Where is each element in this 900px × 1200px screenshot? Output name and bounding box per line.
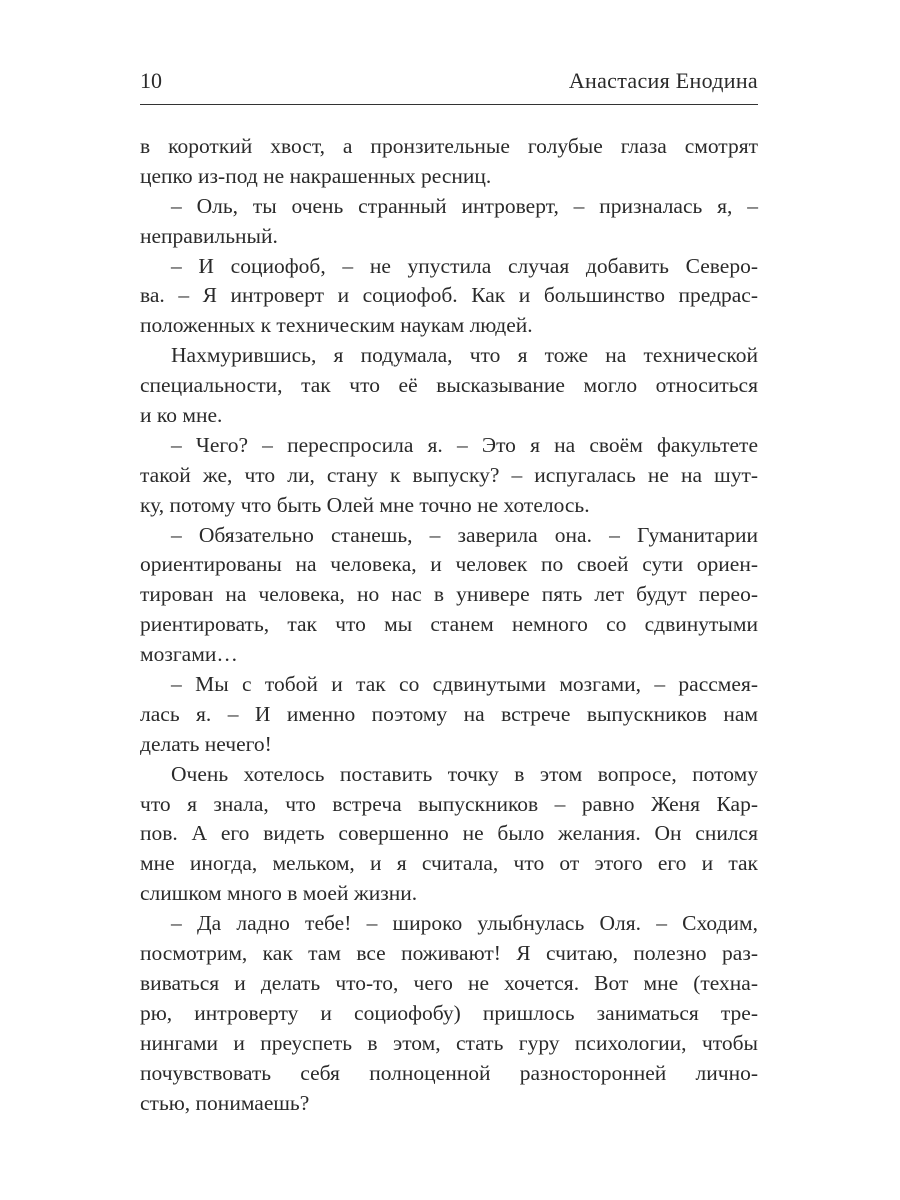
text-line: и ко мне. bbox=[140, 403, 223, 428]
paragraph bbox=[140, 252, 758, 342]
text-line: – Обязательно станешь, – заверила она. – Гуманитарии bbox=[171, 522, 758, 547]
text-line: мозгами… bbox=[140, 642, 238, 667]
text-line: – Да ладно тебе! – широко улыбнулась Оля. – Сходим, bbox=[171, 911, 758, 936]
text-line: мне иногда, мельком, и я считала, что от этого его и так bbox=[140, 851, 758, 876]
text-line: почувствовать себя полноценной разносторонней лично- bbox=[140, 1060, 758, 1085]
text-line: лась я. – И именно поэтому на встрече выпускников нам bbox=[140, 701, 758, 726]
text-line: – Чего? – переспросила я. – Это я на своём факультете bbox=[171, 432, 758, 457]
paragraph bbox=[140, 132, 758, 192]
text-line: ку, потому что быть Олей мне точно не хотелось. bbox=[140, 492, 590, 517]
text-line: – И социофоб, – не упустила случая добавить Северо- bbox=[171, 253, 758, 278]
text-line: нингами и преуспеть в этом, стать гуру психологии, чтобы bbox=[140, 1030, 758, 1055]
paragraph bbox=[140, 670, 758, 760]
paragraph bbox=[140, 760, 758, 909]
header-rule bbox=[140, 104, 758, 105]
text-line: положенных к техническим наукам людей. bbox=[140, 313, 533, 338]
text-line: Нахмурившись, я подумала, что я тоже на технической bbox=[171, 343, 758, 368]
text-line: слишком много в моей жизни. bbox=[140, 881, 418, 906]
text-line: ва. – Я интроверт и социофоб. Как и большинство предрас- bbox=[140, 283, 758, 308]
text-line: неправильный. bbox=[140, 223, 278, 248]
paragraph bbox=[140, 192, 758, 252]
paragraph bbox=[140, 909, 758, 1118]
page-number: 10 bbox=[140, 68, 162, 93]
text-line: рю, интроверту и социофобу) пришлось заниматься тре- bbox=[140, 1000, 758, 1025]
text-line: цепко из-под не накрашенных ресниц. bbox=[140, 163, 492, 188]
text-line: пов. А его видеть совершенно не было желания. Он снился bbox=[140, 821, 758, 846]
text-line: что я знала, что встреча выпускников – равно Женя Кар- bbox=[140, 791, 758, 816]
text-line: виваться и делать что-то, чего не хочется. Вот мне (техна- bbox=[140, 970, 758, 995]
running-title-author: Анастасия Енодина bbox=[568, 68, 758, 93]
text-line: стью, понимаешь? bbox=[140, 1090, 310, 1115]
paragraph bbox=[140, 521, 758, 670]
paragraph bbox=[140, 341, 758, 431]
page-header bbox=[140, 68, 758, 98]
text-line: специальности, так что её высказывание могло относиться bbox=[140, 373, 758, 398]
text-line: – Мы с тобой и так со сдвинутыми мозгами, – рассмея- bbox=[171, 672, 758, 697]
text-line: делать нечего! bbox=[140, 731, 272, 756]
text-line: тирован на человека, но нас в универе пять лет будут перео- bbox=[140, 582, 758, 607]
text-line: в короткий хвост, а пронзительные голубые глаза смотрят bbox=[140, 134, 758, 158]
text-line: ориентированы на человека, и человек по своей сути ориен- bbox=[140, 552, 758, 577]
text-line: Очень хотелось поставить точку в этом вопросе, потому bbox=[171, 761, 758, 786]
paragraph bbox=[140, 431, 758, 521]
text-line: риентировать, так что мы станем немного со сдвинутыми bbox=[140, 612, 758, 637]
text-line: такой же, что ли, стану к выпуску? – испугалась не на шут- bbox=[140, 462, 758, 487]
text-line: – Оль, ты очень странный интроверт, – призналась я, – bbox=[171, 193, 758, 218]
page-body-text bbox=[140, 132, 758, 1118]
text-line: посмотрим, как там все поживают! Я считаю, полезно раз- bbox=[140, 941, 758, 966]
